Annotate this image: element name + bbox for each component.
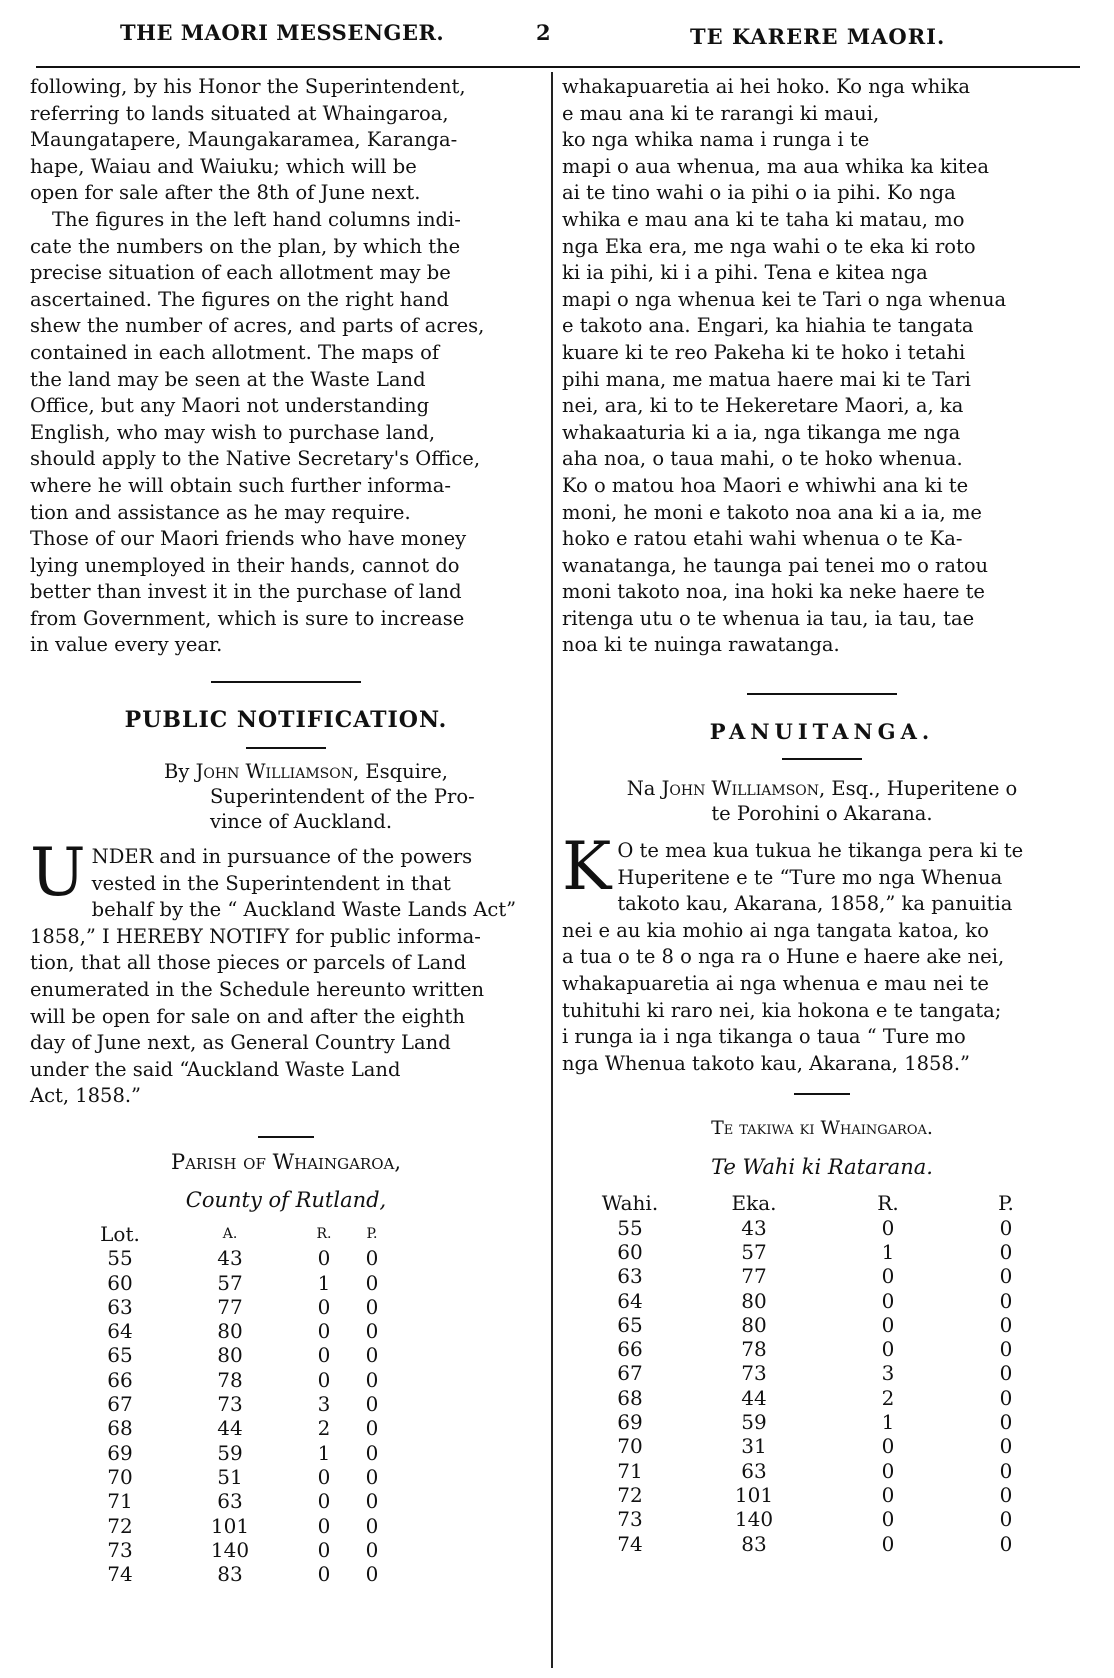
roods-cell: 0 xyxy=(881,1531,895,1556)
text-line: vested in the Superintendent in that xyxy=(91,871,451,895)
maori-column xyxy=(562,72,1082,1556)
land-schedule xyxy=(582,1191,1066,1555)
table-row xyxy=(582,1507,1066,1531)
roods-cell: 0 xyxy=(881,1507,895,1532)
acres-cell: 43 xyxy=(217,1246,243,1271)
masthead-english: THE MAORI MESSENGER. xyxy=(120,20,445,45)
lot-cell: 67 xyxy=(107,1392,133,1417)
text-line: tion, that all those pieces or parcels of Land xyxy=(30,951,467,975)
table-row xyxy=(582,1483,1066,1507)
acres-cell: 73 xyxy=(217,1392,243,1417)
text-line: The figures in the left hand columns indi- xyxy=(52,207,461,231)
table-row xyxy=(80,1343,396,1367)
table-row xyxy=(582,1459,1066,1483)
roods-cell: 0 xyxy=(881,1482,895,1507)
byline-line: Superintendent of the Pro- xyxy=(210,785,475,809)
text-line: O te mea kua tukua he tikanga pera ki te xyxy=(617,839,1024,863)
roods-cell: 0 xyxy=(317,1294,331,1319)
roods-cell: 0 xyxy=(317,1513,331,1538)
lot-cell: 69 xyxy=(617,1410,643,1435)
text-line: pihi mana, me matua haere mai ki te Tari xyxy=(562,367,971,391)
acres-cell: 77 xyxy=(217,1294,243,1319)
perches-cell: 0 xyxy=(365,1392,379,1417)
table-row xyxy=(80,1392,396,1416)
text-line: under the said “Auckland Waste Land xyxy=(30,1057,401,1081)
text-line: takoto kau, Akarana, 1858,” ka panuitia xyxy=(617,892,1013,916)
text-line: from Government, which is sure to increase xyxy=(30,606,465,630)
roods-cell: 0 xyxy=(881,1264,895,1289)
table-row xyxy=(80,1514,396,1538)
acres-cell: 63 xyxy=(217,1489,243,1514)
lot-cell: 55 xyxy=(107,1246,133,1271)
perches-cell: 0 xyxy=(365,1367,379,1392)
byline-line: vince of Auckland. xyxy=(210,810,393,834)
byline-title: , Esq., Huperitene o xyxy=(819,777,1018,801)
acres-cell: 78 xyxy=(217,1367,243,1392)
perches-cell: 0 xyxy=(999,1410,1013,1435)
text-line: cate the numbers on the plan, by which the xyxy=(30,234,461,258)
text-line: a tua o te 8 o nga ra o Hune e haere ake nei, xyxy=(562,945,1005,969)
lot-cell: 68 xyxy=(617,1385,643,1410)
section-rule xyxy=(747,693,897,695)
column-header: P. xyxy=(366,1226,378,1242)
text-line: whakapuaretia ai hei hoko. Ko nga whika xyxy=(562,75,971,98)
perches-cell: 0 xyxy=(365,1319,379,1344)
acres-cell: 44 xyxy=(217,1416,243,1441)
lot-cell: 69 xyxy=(107,1440,133,1465)
text-line: lying unemployed in their hands, cannot do xyxy=(30,553,460,577)
schedule-header-row xyxy=(582,1191,1066,1215)
intro-paragraph xyxy=(30,74,542,207)
lot-cell: 70 xyxy=(617,1434,643,1459)
text-line: Ko o matou hoa Maori e whiwhi ana ki te xyxy=(562,473,969,497)
text-line: day of June next, as General Country Land xyxy=(30,1031,451,1055)
perches-cell: 0 xyxy=(999,1312,1013,1337)
table-row xyxy=(582,1361,1066,1385)
lot-cell: 71 xyxy=(617,1458,643,1483)
text-line: i runga ia i nga tikanga o taua “ Ture mo xyxy=(562,1025,966,1049)
acres-cell: 51 xyxy=(217,1464,243,1489)
lot-cell: 63 xyxy=(107,1294,133,1319)
notice-heading: PUBLIC NOTIFICATION. xyxy=(124,707,448,734)
perches-cell: 0 xyxy=(999,1240,1013,1264)
perches-cell: 0 xyxy=(365,1270,379,1295)
byline-name: John Williamson xyxy=(195,760,353,784)
lot-cell: 63 xyxy=(617,1264,643,1289)
roods-cell: 3 xyxy=(881,1361,895,1386)
acres-cell: 59 xyxy=(741,1410,767,1435)
table-row xyxy=(80,1562,396,1586)
roods-cell: 0 xyxy=(317,1343,331,1368)
roods-cell: 0 xyxy=(317,1464,331,1489)
roods-cell: 0 xyxy=(317,1319,331,1344)
perches-cell: 0 xyxy=(365,1246,379,1271)
text-line: tuhituhi ki raro nei, kia hokona e te tangata; xyxy=(562,998,1002,1022)
acres-cell: 59 xyxy=(217,1440,243,1465)
table-row xyxy=(582,1313,1066,1337)
perches-cell: 0 xyxy=(999,1482,1013,1507)
table-row xyxy=(80,1246,396,1270)
text-line: whika e mau ana ki te taha ki matau, mo xyxy=(562,207,965,231)
text-line: aha noa, o taua mahi, o te hoko whenua. xyxy=(562,447,963,471)
table-row xyxy=(80,1538,396,1562)
table-row xyxy=(80,1295,396,1319)
column-header: R. xyxy=(877,1191,899,1216)
perches-cell: 0 xyxy=(365,1294,379,1319)
lands-paragraph xyxy=(30,207,542,659)
text-line: kuare ki te reo Pakeha ki te hoko i tetahi xyxy=(562,340,966,364)
table-row xyxy=(582,1386,1066,1410)
text-line: NDER and in pursuance of the powers xyxy=(91,845,473,869)
text-line: wanatanga, he taunga pai tenei mo o ratou xyxy=(562,553,989,577)
lot-cell: 73 xyxy=(617,1507,643,1532)
section-rule xyxy=(258,1136,314,1138)
text-line: ascertained. The figures on the right hand xyxy=(30,287,450,311)
perches-cell: 0 xyxy=(365,1343,379,1368)
county-name: County of Rutland, xyxy=(185,1188,387,1212)
table-row xyxy=(80,1465,396,1489)
lot-cell: 64 xyxy=(617,1288,643,1313)
roods-cell: 1 xyxy=(881,1410,895,1435)
section-rule xyxy=(211,681,361,683)
text-line: ki ia pihi, ki i a pihi. Tena e kitea nga xyxy=(562,261,928,285)
roods-cell: 0 xyxy=(881,1337,895,1362)
text-line: shew the number of acres, and parts of acres, xyxy=(30,314,485,338)
perches-cell: 0 xyxy=(365,1416,379,1441)
acres-cell: 57 xyxy=(217,1270,243,1295)
byline-prefix: Na xyxy=(626,777,656,801)
text-line: where he will obtain such further informa- xyxy=(30,473,452,497)
table-row xyxy=(582,1264,1066,1288)
table-row xyxy=(80,1271,396,1295)
roods-cell: 0 xyxy=(881,1434,895,1459)
table-row xyxy=(582,1240,1066,1264)
lot-cell: 60 xyxy=(107,1270,133,1295)
lot-cell: 55 xyxy=(617,1215,643,1240)
lot-cell: 74 xyxy=(107,1562,133,1587)
drop-cap: U xyxy=(30,834,86,912)
perches-cell: 0 xyxy=(999,1215,1013,1240)
acres-cell: 44 xyxy=(741,1385,767,1410)
text-line: open for sale after the 8th of June next. xyxy=(30,181,421,205)
perches-cell: 0 xyxy=(999,1458,1013,1483)
perches-cell: 0 xyxy=(999,1531,1013,1556)
text-line: referring to lands situated at Whaingaroa, xyxy=(30,101,449,125)
notice-heading: PANUITANGA. xyxy=(709,719,935,745)
text-line: ko nga whika nama i runga i te xyxy=(562,128,870,152)
roods-cell: 2 xyxy=(881,1385,895,1410)
text-line: whakapuaretia ai nga whenua e mau nei te xyxy=(562,972,989,996)
text-line: better than invest it in the purchase of land xyxy=(30,580,462,604)
lot-cell: 71 xyxy=(107,1489,133,1514)
section-rule xyxy=(794,1093,850,1095)
column-header: R. xyxy=(316,1226,332,1242)
lot-cell: 70 xyxy=(107,1464,133,1489)
table-row xyxy=(582,1216,1066,1240)
perches-cell: 0 xyxy=(999,1434,1013,1459)
roods-cell: 0 xyxy=(317,1562,331,1587)
column-header: P. xyxy=(998,1191,1014,1216)
text-line: hape, Waiau and Waiuku; which will be xyxy=(30,154,417,178)
roods-cell: 0 xyxy=(317,1489,331,1514)
parish-name: Parish of Whaingaroa, xyxy=(170,1150,402,1174)
lot-cell: 65 xyxy=(107,1343,133,1368)
roods-cell: 2 xyxy=(317,1416,331,1441)
column-header: Eka. xyxy=(731,1191,777,1216)
table-row xyxy=(582,1434,1066,1458)
lot-cell: 60 xyxy=(617,1240,643,1264)
text-line: nga Eka era, me nga wahi o te eka ki roto xyxy=(562,234,976,258)
roods-cell: 0 xyxy=(881,1215,895,1240)
acres-cell: 101 xyxy=(210,1513,250,1538)
text-line: nga Whenua takoto kau, Akarana, 1858.” xyxy=(562,1051,970,1075)
text-line: in value every year. xyxy=(30,633,223,657)
acres-cell: 101 xyxy=(734,1482,774,1507)
table-row xyxy=(80,1489,396,1513)
lot-cell: 66 xyxy=(617,1337,643,1362)
perches-cell: 0 xyxy=(365,1440,379,1465)
header-rule xyxy=(36,66,1080,68)
lot-cell: 68 xyxy=(107,1416,133,1441)
text-line: Maungatapere, Maungakaramea, Karanga- xyxy=(30,128,458,152)
roods-cell: 1 xyxy=(881,1240,895,1264)
acres-cell: 57 xyxy=(741,1240,767,1264)
acres-cell: 140 xyxy=(734,1507,774,1532)
text-line: noa ki te nuinga rawatanga. xyxy=(562,633,840,657)
roods-cell: 0 xyxy=(881,1458,895,1483)
acres-cell: 78 xyxy=(741,1337,767,1362)
text-line: following, by his Honor the Superintendent, xyxy=(30,75,466,98)
lot-cell: 67 xyxy=(617,1361,643,1386)
text-line: precise situation of each allotment may be xyxy=(30,261,451,285)
table-row xyxy=(80,1441,396,1465)
table-row xyxy=(80,1416,396,1440)
text-line: moni takoto noa, ina hoki ka neke haere te xyxy=(562,580,985,604)
text-line: will be open for sale on and after the eighth xyxy=(30,1004,465,1028)
text-line: 1858,” I HEREBY NOTIFY for public informa- xyxy=(30,924,481,948)
perches-cell: 0 xyxy=(365,1537,379,1562)
perches-cell: 0 xyxy=(365,1464,379,1489)
acres-cell: 83 xyxy=(741,1531,767,1556)
text-line: should apply to the Native Secretary's Office, xyxy=(30,447,481,471)
heading-rule xyxy=(782,758,862,760)
english-column xyxy=(30,72,542,1586)
masthead-maori: TE KARERE MAORI. xyxy=(690,24,946,49)
column-divider xyxy=(551,72,553,1668)
roods-cell: 3 xyxy=(317,1392,331,1417)
roods-cell: 1 xyxy=(317,1270,331,1295)
table-row xyxy=(582,1410,1066,1434)
lot-cell: 66 xyxy=(107,1367,133,1392)
text-line: hoko e ratou etahi wahi whenua o te Ka- xyxy=(562,527,963,551)
perches-cell: 0 xyxy=(999,1337,1013,1362)
acres-cell: 77 xyxy=(741,1264,767,1289)
acres-cell: 80 xyxy=(217,1343,243,1368)
lot-cell: 74 xyxy=(617,1531,643,1556)
text-line: nei, ara, ki to te Hekeretare Maori, a, ka xyxy=(562,394,964,418)
text-line: ritenga utu o te whenua ia tau, ia tau, tae xyxy=(562,606,975,630)
page-number: 2 xyxy=(536,20,551,45)
acres-cell: 73 xyxy=(741,1361,767,1386)
notice-body xyxy=(562,828,1082,1077)
notice-body xyxy=(30,834,542,1110)
roods-cell: 0 xyxy=(317,1246,331,1271)
text-line: English, who may wish to purchase land, xyxy=(30,420,436,444)
lot-cell: 64 xyxy=(107,1319,133,1344)
table-row xyxy=(582,1289,1066,1313)
byline-title: , Esquire, xyxy=(352,760,448,784)
county-name: Te Wahi ki Ratarana. xyxy=(711,1155,933,1180)
perches-cell: 0 xyxy=(999,1385,1013,1410)
text-line: Huperitene e te “Ture mo nga Whenua xyxy=(617,865,1003,889)
text-line: moni, he moni e takoto noa ana ki a ia, me xyxy=(562,500,982,524)
perches-cell: 0 xyxy=(365,1489,379,1514)
perches-cell: 0 xyxy=(999,1361,1013,1386)
text-line: Those of our Maori friends who have money xyxy=(30,527,467,551)
heading-rule xyxy=(246,747,326,749)
text-line: mapi o nga whenua kei te Tari o nga whenua xyxy=(562,287,1007,311)
perches-cell: 0 xyxy=(999,1507,1013,1532)
column-header: Lot. xyxy=(100,1222,140,1246)
acres-cell: 31 xyxy=(741,1434,767,1459)
acres-cell: 63 xyxy=(741,1458,767,1483)
parish-name: Te takiwa ki Whaingaroa. xyxy=(711,1117,933,1140)
roods-cell: 0 xyxy=(317,1537,331,1562)
roods-cell: 0 xyxy=(881,1312,895,1337)
text-line: contained in each allotment. The maps of xyxy=(30,340,440,364)
intro-paragraph xyxy=(562,74,1082,659)
text-line: e mau ana ki te rarangi ki maui, xyxy=(562,101,880,125)
byline-prefix: By xyxy=(164,760,190,784)
byline xyxy=(562,776,1082,826)
acres-cell: 140 xyxy=(210,1537,250,1562)
roods-cell: 0 xyxy=(317,1367,331,1392)
text-line: the land may be seen at the Waste Land xyxy=(30,367,426,391)
perches-cell: 0 xyxy=(365,1562,379,1587)
table-row xyxy=(80,1319,396,1343)
lot-cell: 65 xyxy=(617,1312,643,1337)
text-line: enumerated in the Schedule hereunto written xyxy=(30,978,485,1002)
perches-cell: 0 xyxy=(365,1513,379,1538)
text-line: mapi o aua whenua, ma aua whika ka kitea xyxy=(562,154,990,178)
text-line: tion and assistance as he may require. xyxy=(30,500,411,524)
text-line: Office, but any Maori not understanding xyxy=(30,394,430,418)
table-row xyxy=(582,1337,1066,1361)
running-head xyxy=(0,20,1114,60)
column-header: Wahi. xyxy=(601,1191,659,1216)
lot-cell: 73 xyxy=(107,1537,133,1562)
byline-line: te Porohini o Akarana. xyxy=(711,802,933,826)
text-line: ai te tino wahi o ia pihi o ia pihi. Ko nga xyxy=(562,181,956,205)
lot-cell: 72 xyxy=(617,1482,643,1507)
byline xyxy=(30,759,542,834)
text-line: behalf by the “ Auckland Waste Lands Act” xyxy=(91,898,517,922)
acres-cell: 80 xyxy=(741,1312,767,1337)
roods-cell: 0 xyxy=(881,1288,895,1313)
text-line: e takoto ana. Engari, ka hiahia te tangata xyxy=(562,314,974,338)
column-header: A. xyxy=(222,1226,238,1242)
acres-cell: 83 xyxy=(217,1562,243,1587)
byline-name: John Williamson xyxy=(661,777,820,801)
table-row xyxy=(582,1532,1066,1556)
acres-cell: 80 xyxy=(217,1319,243,1344)
land-schedule xyxy=(80,1222,396,1586)
acres-cell: 80 xyxy=(741,1288,767,1313)
drop-cap: K xyxy=(562,828,612,906)
text-line: whakaaturia ki a ia, nga tikanga me nga xyxy=(562,420,961,444)
schedule-header-row xyxy=(80,1222,396,1246)
lot-cell: 72 xyxy=(107,1513,133,1538)
text-line: nei e au kia mohio ai nga tangata katoa, ko xyxy=(562,918,989,942)
perches-cell: 0 xyxy=(999,1288,1013,1313)
perches-cell: 0 xyxy=(999,1264,1013,1289)
acres-cell: 43 xyxy=(741,1215,767,1240)
roods-cell: 1 xyxy=(317,1440,331,1465)
table-row xyxy=(80,1368,396,1392)
text-line: Act, 1858.” xyxy=(30,1084,142,1108)
